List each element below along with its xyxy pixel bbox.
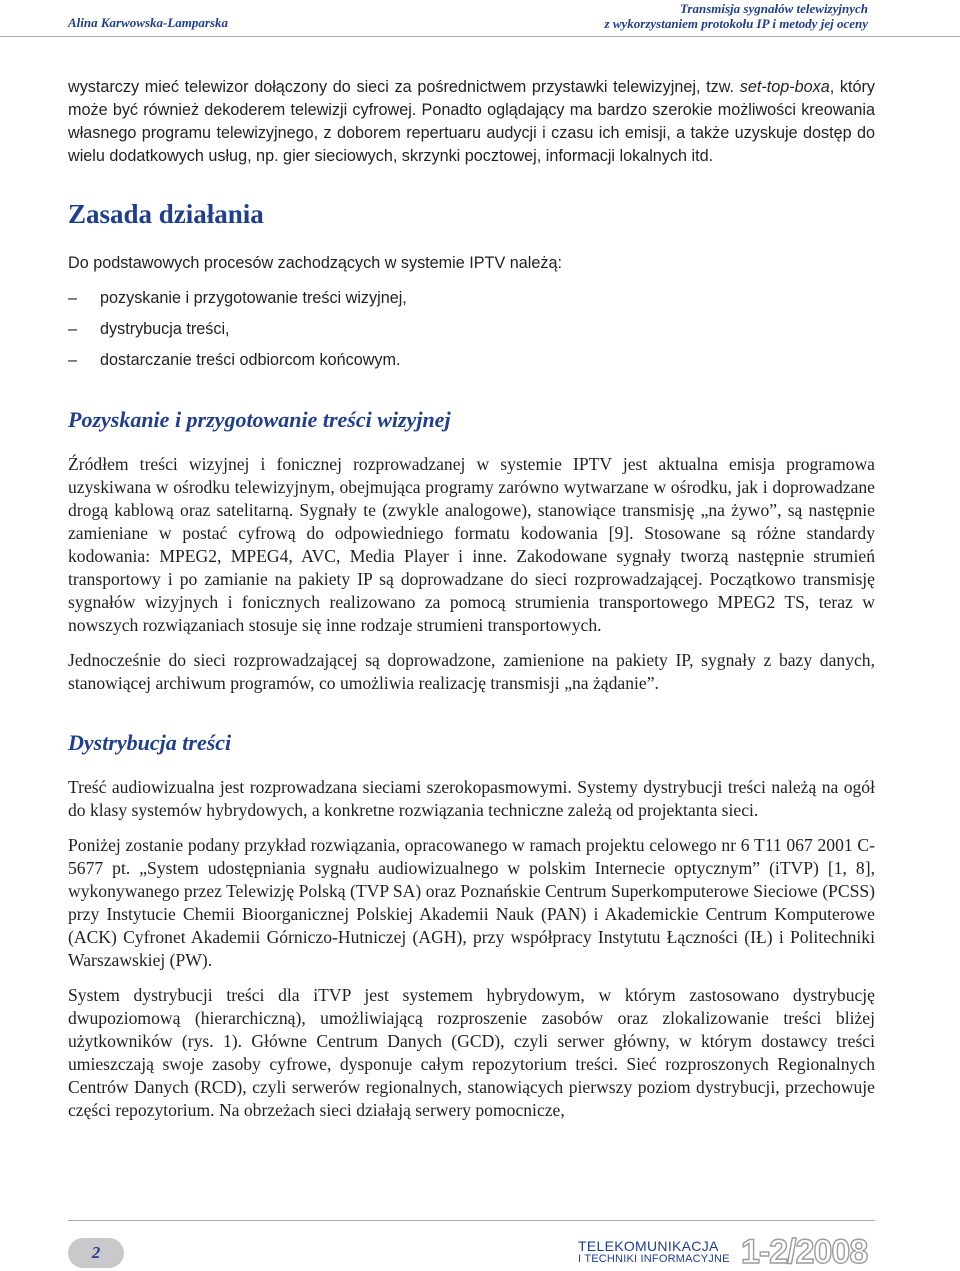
- issue-number: 1-2/2008: [741, 1233, 868, 1271]
- dash-bullet: –: [68, 289, 78, 307]
- section-heading-pozyskanie: Pozyskanie i przygotowanie treści wizyjnej: [68, 407, 451, 432]
- running-head-title-line1: Transmisja sygnałów telewizyjnych: [679, 1, 868, 16]
- paragraph: System dystrybucji treści dla iTVP jest systemem hybrydowym, w którym zastosowano dystrybucję dwupoziomową (hierarchiczną), umożliwiającą rozproszenie zasobów oraz zlokalizowanie treści bliżej użytkowników (rys. 1). Główne Centrum Danych (GCD), czyli serwer główny, w którym dostawcy treści umieszczają swoje zasoby cyfrowe, dysponuje całym repozytorium treści. Sieć rozproszonych Regionalnych Centrów Danych (RCD), czyli serwerów regionalnych, stanowiących pierwszy poziom dystrybucji, przechowuje części repozytorium. Na obrzeżach sieci działają serwery pomocnicze,: [68, 985, 875, 1120]
- section-heading-zasada: Zasada działania: [68, 199, 264, 229]
- list-item: [68, 287, 875, 310]
- running-head-title: [605, 1, 868, 31]
- footer-divider: [68, 1220, 875, 1221]
- paragraph: Poniżej zostanie podany przykład rozwiązania, opracowanego w ramach projektu celowego nr 6 T11 067 2001 C-5677 pt. „System udostępniania sygnału audiowizualnego w polskim Internecie optycznym” (iTVP) [1, 8], wykonywanego przez Telewizję Polską (TVP SA) oraz Poznańskie Centrum Superkomputerowe Sieciowe (PCSS) przy Instytucie Chemii Bioorganicznej Polskiej Akademii Nauk (PAN) i Akademickie Centrum Komputerowe (ACK) Cyfronet Akademii Górniczo-Hutniczej (AGH), przy współpracy Instytutu Łączności (IŁ) i Politechniki Warszawskiej (PW).: [68, 835, 875, 970]
- section-heading-dystrybucja: Dystrybucja treści: [68, 730, 232, 755]
- list-item-text: pozyskanie i przygotowanie treści wizyjnej,: [100, 289, 407, 307]
- list-item: [68, 349, 875, 372]
- list-item-text: dystrybucja treści,: [100, 320, 230, 338]
- paragraph: Treść audiowizualna jest rozprowadzana sieciami szerokopasmowymi. Systemy dystrybucji treści należą na ogół do klasy systemów hybrydowych, a konkretne rozwiązania techniczne zależą od projektanta sieci.: [68, 777, 875, 820]
- page-number: 2: [68, 1238, 124, 1268]
- list-item: [68, 318, 875, 341]
- intro-text-start: wystarczy mieć telewizor dołączony do sieci za pośrednictwem przystawki telewizyjnej, tzw.: [68, 78, 740, 96]
- zasada-intro: Do podstawowych procesów zachodzących w systemie IPTV należą:: [68, 254, 562, 272]
- header-divider: [0, 36, 960, 37]
- running-head-title-line2: z wykorzystaniem protokołu IP i metody jej oceny: [604, 16, 868, 31]
- intro-term-set-top-box: set-top-boxa: [739, 78, 830, 96]
- article-body: [68, 76, 875, 1122]
- journal-title-line2: I TECHNIKI INFORMACYJNE: [578, 1253, 730, 1265]
- paragraph: Źródłem treści wizyjnej i fonicznej rozprowadzanej w systemie IPTV jest aktualna emisja programowa uzyskiwana w ośrodku telewizyjnym, obejmująca programy zarówno wytwarzane w ośrodku, jak i doprowadzane drogą kablową oraz satelitarną. Sygnały te (zwykle analogowe), stanowiące transmisję „na żywo”, są następnie zamieniane w postać cyfrową do odpowiedniego formatu kodowania [9]. Stosowane są różne standardy kodowania: MPEG2, MPEG4, AVC, Media Player i inne. Zakodowane sygnały tworzą następnie strumień transportowy i po zamianie na pakiety IP są doprowadzane do sieci rozprowadzającej. Początkowo transmisję sygnałów wizyjnych i fonicznych realizowano za pomocą strumienia transportowego MPEG2 TS, teraz w nowszych rozwiązaniach stosuje się inne rodzaje strumieni transportowych.: [68, 454, 875, 635]
- intro-text-end: , który może być również dekoderem telewizji cyfrowej. Ponadto oglądający ma bardzo szerokie możliwości kreowania własnego programu telewizyjnego, z doborem repertuaru audycji i czasu ich emisji, a także uzyskuje dostęp do wielu dodatkowych usług, np. gier sieciowych, skrzynki pocztowej, informacji lokalnych itd.: [68, 78, 875, 165]
- dash-bullet: –: [68, 351, 78, 369]
- list-item-text: dostarczanie treści odbiorcom końcowym.: [100, 351, 401, 369]
- dash-bullet: –: [68, 320, 78, 338]
- journal-title-line1: TELEKOMUNIKACJA: [578, 1238, 719, 1254]
- intro-paragraph: [68, 76, 875, 168]
- process-list: [68, 287, 875, 372]
- running-head-author: Alina Karwowska-Lamparska: [68, 15, 229, 30]
- journal-title: [578, 1240, 730, 1266]
- paragraph: Jednocześnie do sieci rozprowadzającej są doprowadzone, zamienione na pakiety IP, sygnały z bazy danych, stanowiącej archiwum programów, co umożliwia realizację transmisji „na żądanie”.: [68, 650, 875, 693]
